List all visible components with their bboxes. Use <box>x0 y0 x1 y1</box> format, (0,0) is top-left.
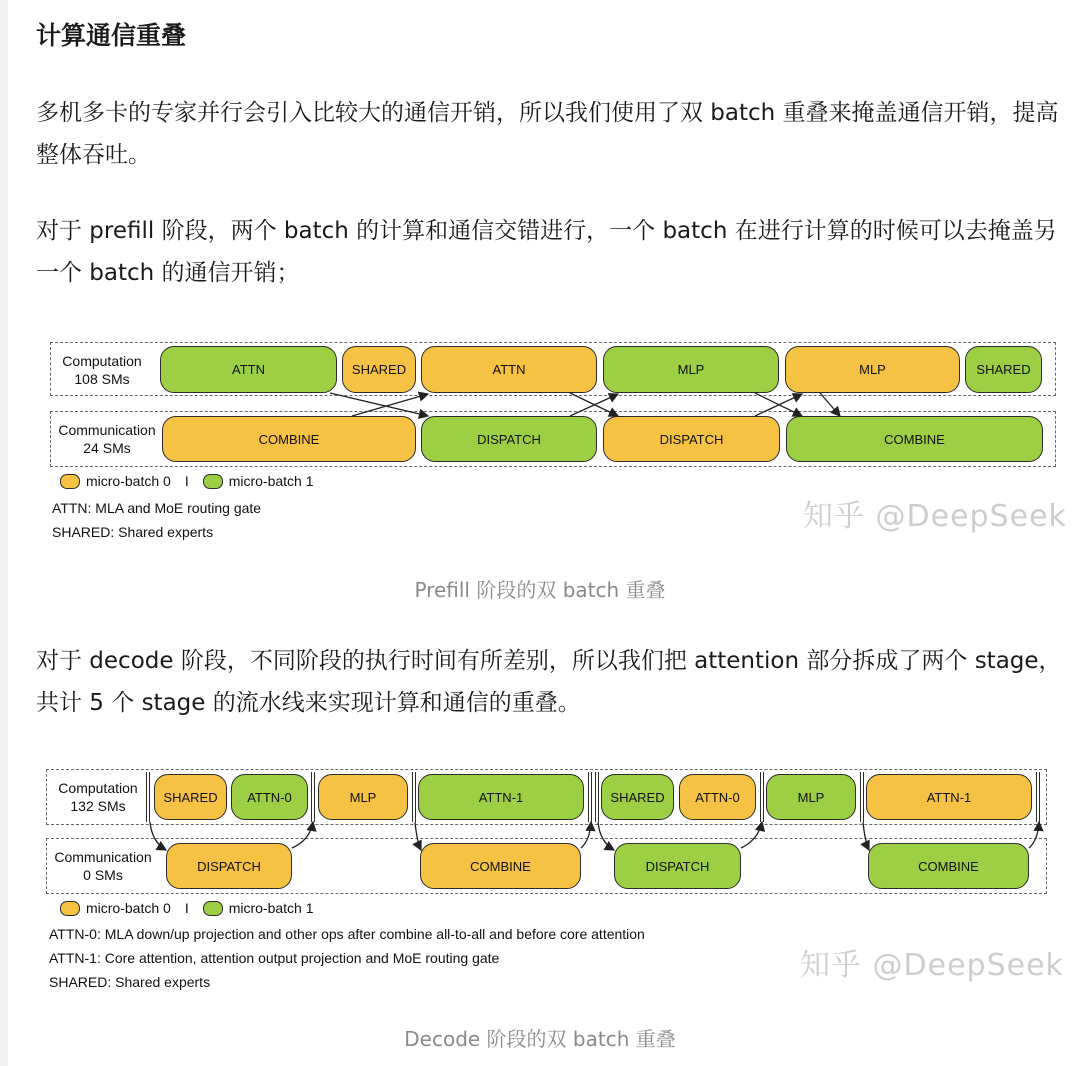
prefill-mlp-block: MLP <box>785 346 960 393</box>
prefill-communication-label: Communication 24 SMs <box>58 422 156 456</box>
prefill-shared-block: SHARED <box>965 346 1042 393</box>
decode-shared-block: SHARED <box>601 774 674 820</box>
decode-shared-block: SHARED <box>154 774 227 820</box>
legend-label: micro-batch 0 <box>86 473 171 489</box>
prefill-note-attn: ATTN: MLA and MoE routing gate <box>52 500 262 516</box>
decode-note-attn1: ATTN-1: Core attention, attention output projection and MoE routing gate <box>49 950 500 966</box>
paragraph-decode: 对于 decode 阶段，不同阶段的执行时间有所差别，所以我们把 attention 部分拆成了两个 stage，共计 5 个 stage 的流水线来实现计算和通信的重叠。 <box>36 648 1062 716</box>
prefill-note-shared: SHARED: Shared experts <box>52 524 214 540</box>
prefill-combine-block: COMBINE <box>786 416 1043 462</box>
decode-computation-label: Computation 132 SMs <box>58 780 138 814</box>
decode-caption: Decode 阶段的双 batch 重叠 <box>404 1027 676 1051</box>
prefill-shared-block: SHARED <box>342 346 416 393</box>
legend-label: micro-batch 1 <box>228 900 314 916</box>
decode-combine-block: COMBINE <box>868 843 1029 889</box>
legend-separator: I <box>184 473 189 489</box>
prefill-computation-label: Computation 108 SMs <box>62 353 142 387</box>
decode-attn0-block: ATTN-0 <box>231 774 308 820</box>
watermark: 知乎 @DeepSeek <box>800 948 1064 983</box>
decode-mlp-block: MLP <box>318 774 408 820</box>
decode-attn1-block: ATTN-1 <box>866 774 1032 820</box>
prefill-dispatch-block: DISPATCH <box>421 416 597 462</box>
section-heading: 计算通信重叠 <box>36 21 187 50</box>
prefill-dispatch-block: DISPATCH <box>603 416 780 462</box>
watermark: 知乎 @DeepSeek <box>803 499 1067 534</box>
prefill-attn-block: ATTN <box>421 346 597 393</box>
prefill-caption: Prefill 阶段的双 batch 重叠 <box>414 578 666 602</box>
decode-dispatch-block: DISPATCH <box>614 843 741 889</box>
decode-attn1-block: ATTN-1 <box>418 774 584 820</box>
prefill-mlp-block: MLP <box>603 346 779 393</box>
decode-legend <box>60 900 314 916</box>
legend-label: micro-batch 0 <box>86 900 171 916</box>
legend-label: micro-batch 1 <box>228 473 314 489</box>
decode-note-attn0: ATTN-0: MLA down/up projection and other ops after combine all-to-all and before core attention <box>49 926 645 942</box>
decode-attn0-block: ATTN-0 <box>679 774 756 820</box>
decode-combine-block: COMBINE <box>420 843 581 889</box>
prefill-attn-block: ATTN <box>160 346 337 393</box>
paragraph-prefill: 对于 prefill 阶段，两个 batch 的计算和通信交错进行，一个 batch 在进行计算的时候可以去掩盖另一个 batch 的通信开销； <box>36 218 1057 286</box>
prefill-combine-block: COMBINE <box>162 416 416 462</box>
decode-dispatch-block: DISPATCH <box>166 843 292 889</box>
legend-separator: I <box>184 900 189 916</box>
decode-communication-label: Communication 0 SMs <box>54 849 152 883</box>
decode-note-shared: SHARED: Shared experts <box>49 974 211 990</box>
green-swatch-icon <box>203 901 223 916</box>
decode-mlp-block: MLP <box>766 774 856 820</box>
paragraph-intro: 多机多卡的专家并行会引入比较大的通信开销，所以我们使用了双 batch 重叠来掩盖通信开销，提高整体吞吐。 <box>36 100 1059 168</box>
orange-swatch-icon <box>60 901 80 916</box>
